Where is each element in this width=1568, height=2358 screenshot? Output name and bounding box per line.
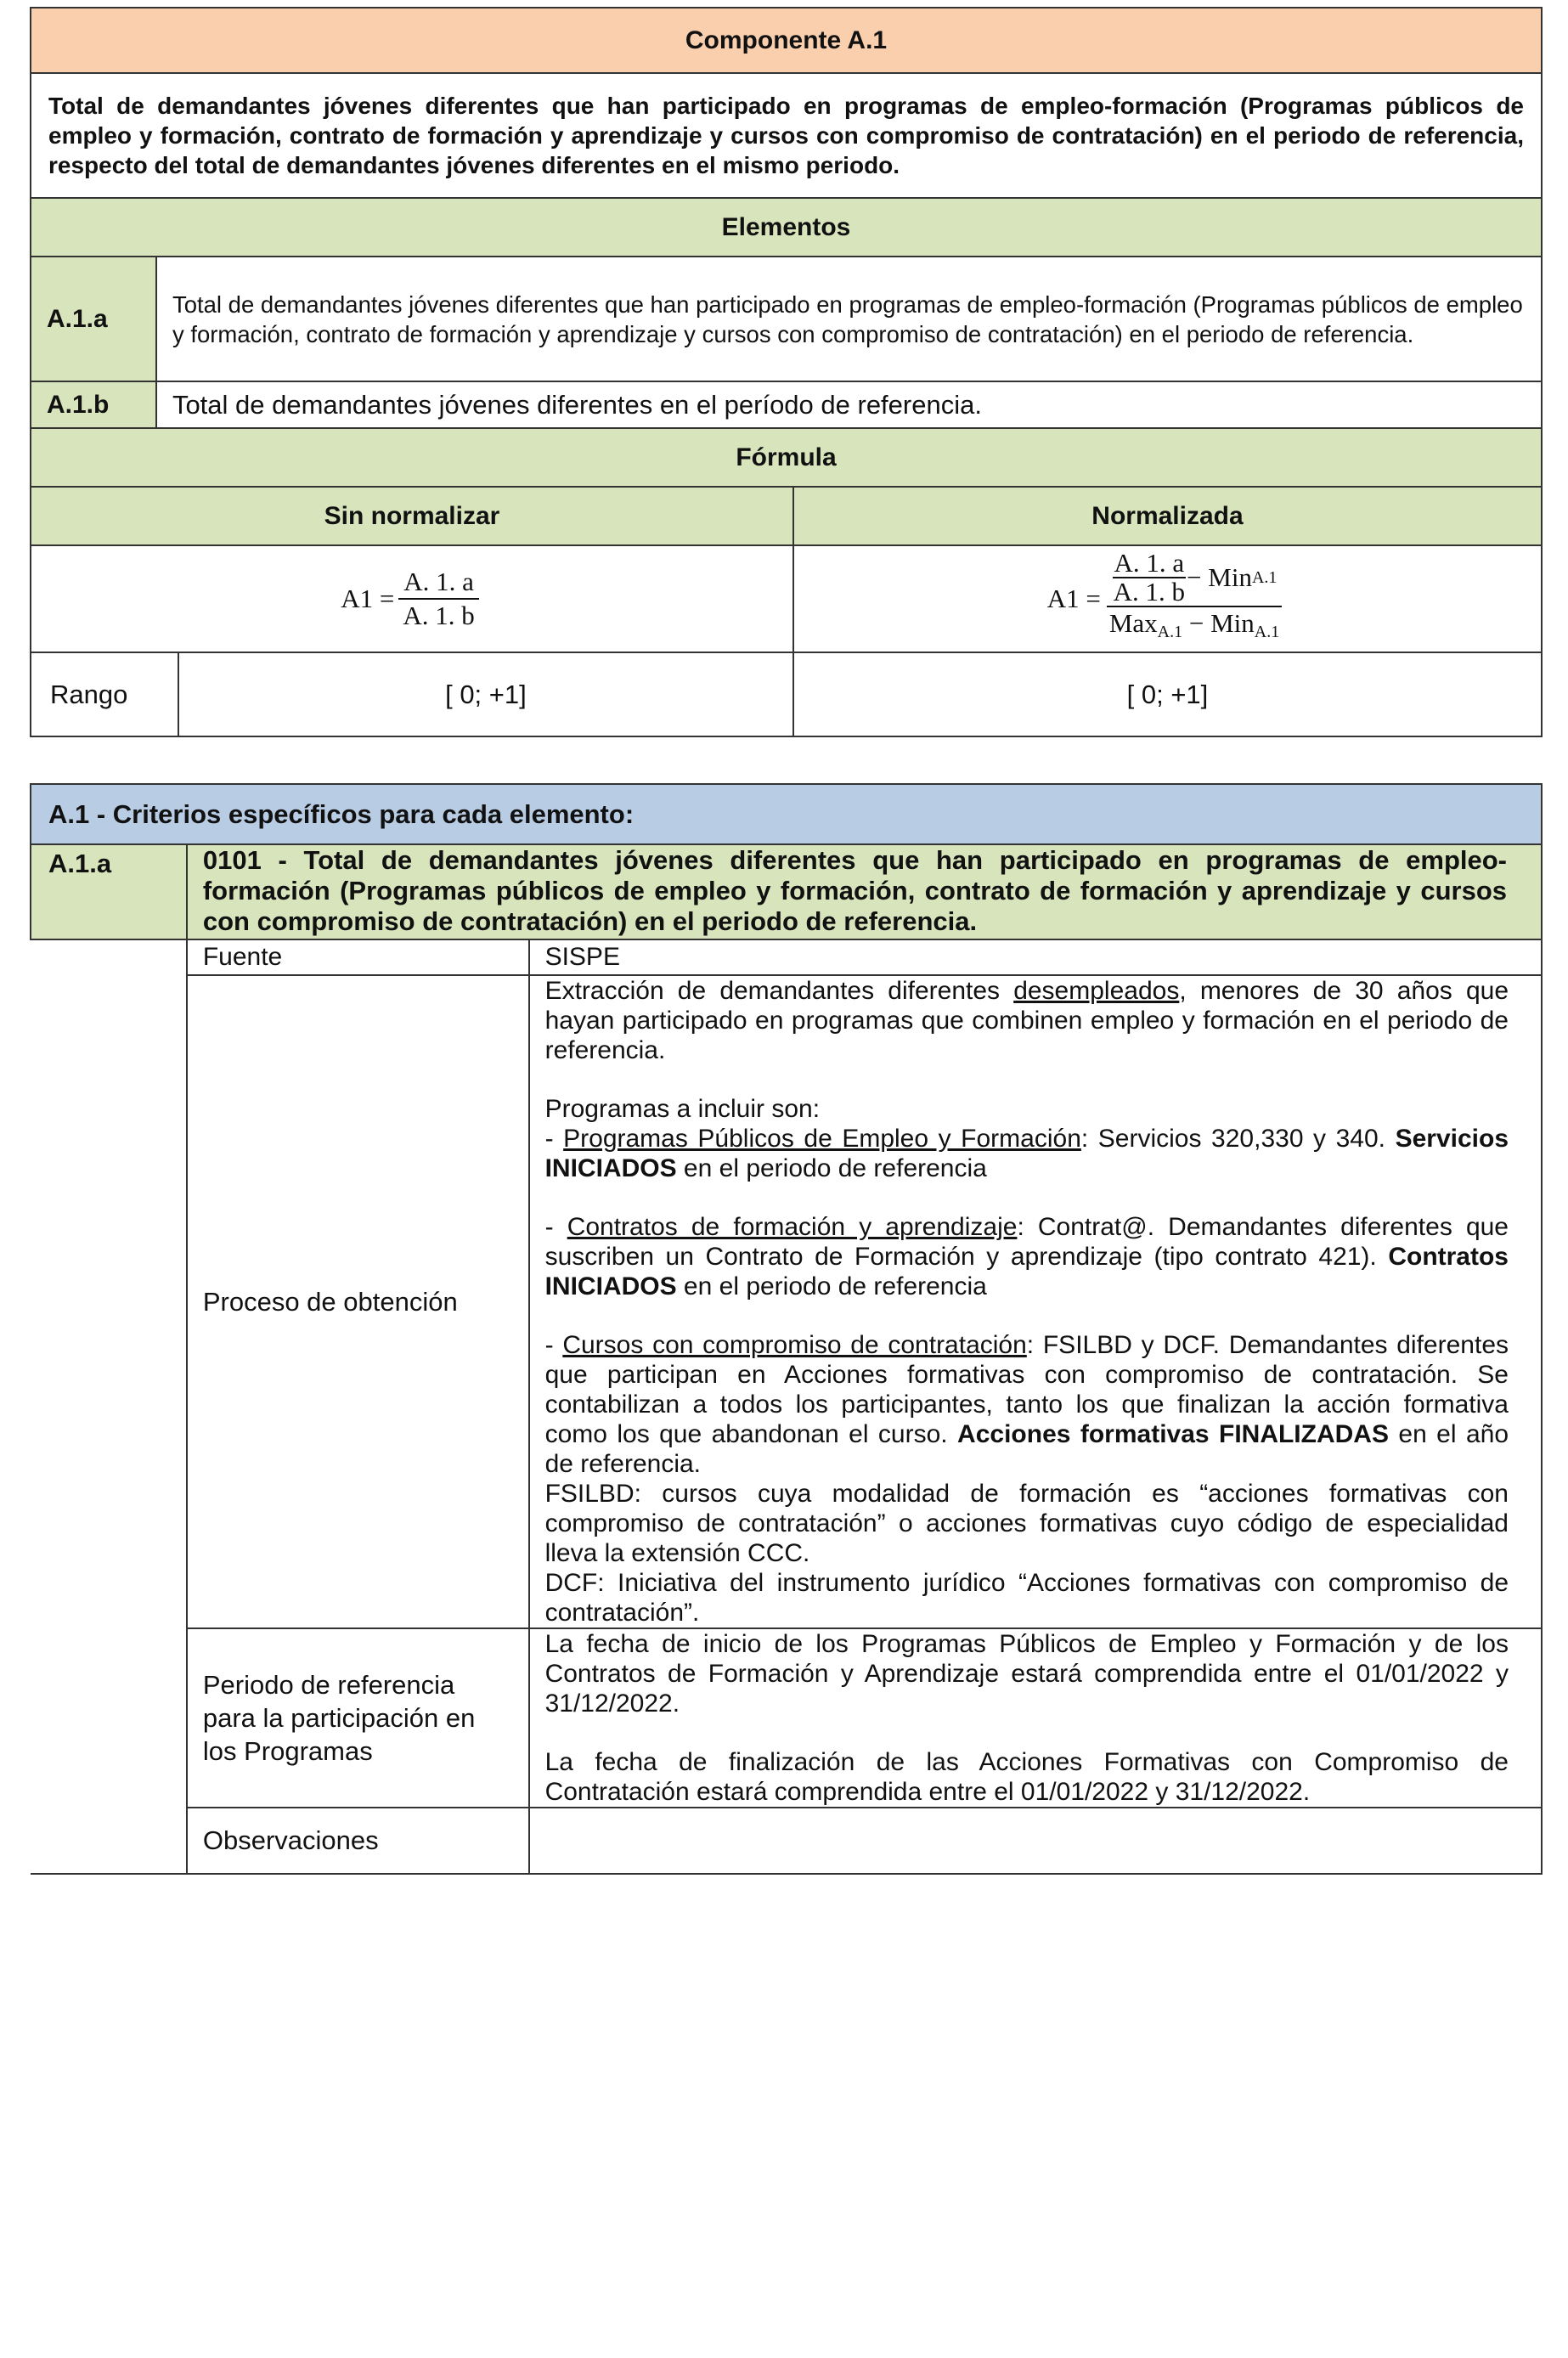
observaciones-value bbox=[529, 1808, 1542, 1874]
proceso-label: Proceso de obtención bbox=[187, 975, 529, 1628]
formula-den-min-subscript: A.1 bbox=[1254, 623, 1280, 641]
fuente-label: Fuente bbox=[187, 939, 529, 975]
normalizada-header: Normalizada bbox=[793, 487, 1542, 545]
fuente-value: SISPE bbox=[529, 939, 1542, 975]
criterio-indent-cell bbox=[31, 975, 187, 1628]
proceso-paragraph: - Contratos de formación y aprendizaje: Contrat@. Demandantes diferentes que suscriben un Contrato de Formación y aprendizaje (tipo contrato 421). Contratos INICIADOS en el periodo de referencia bbox=[544, 1213, 1509, 1300]
rango-label: Rango bbox=[31, 652, 178, 736]
periodo-paragraph: La fecha de inicio de los Programas Públicos de Empleo y Formación y de los Contratos de Formación y Aprendizaje estará comprendida entre el 01/01/2022 y 31/12/2022. bbox=[544, 1630, 1509, 1718]
componente-description: Total de demandantes jóvenes diferentes que han participado en programas de empleo-formación (Programas públicos de empleo y formación, contrato de formación y aprendizaje y cursos con compromiso de contratación) en el periodo de referencia, respecto del total de demandantes jóvenes diferentes en el mismo periodo. bbox=[31, 73, 1542, 198]
criterio-code: A.1.a bbox=[31, 844, 187, 939]
observaciones-label: Observaciones bbox=[187, 1808, 529, 1874]
proceso-paragraph: - Cursos con compromiso de contratación: FSILBD y DCF. Demandantes diferentes que participan en Acciones formativas con compromiso de contratación. Se contabilizan a todos los participantes, tanto los que finalizan la acción formativa como los que abandonan el curso. Acciones formativas FINALIZADAS en el año de referencia. bbox=[544, 1331, 1509, 1478]
elemento-row bbox=[31, 381, 1542, 428]
formula-header: Fórmula bbox=[31, 428, 1542, 487]
elemento-code: A.1.b bbox=[31, 381, 156, 428]
elemento-row bbox=[31, 257, 1542, 381]
proceso-paragraph: - Programas Públicos de Empleo y Formación: Servicios 320,330 y 340. Servicios INICIADOS en el periodo de referencia bbox=[544, 1125, 1509, 1182]
formula-minus-min: − Min bbox=[1187, 562, 1252, 592]
rango-normalizada: [ 0; +1] bbox=[793, 652, 1542, 736]
sin-normalizar-header: Sin normalizar bbox=[31, 487, 793, 545]
criterio-title: 0101 - Total de demandantes jóvenes diferentes que han participado en programas de empleo-formación (Programas públicos de empleo y formación, contrato de formación y aprendizaje y cursos con compromiso de contratación) en el periodo de referencia. bbox=[187, 844, 1542, 939]
elemento-text: Total de demandantes jóvenes diferentes en el período de referencia. bbox=[156, 381, 1542, 428]
formula-lhs: A1 = bbox=[341, 584, 395, 613]
formula-numerator: A. 1. a bbox=[398, 566, 479, 600]
formula-max: Max bbox=[1108, 608, 1158, 638]
componente-title: Componente A.1 bbox=[31, 8, 1542, 73]
proceso-paragraph: DCF: Iniciativa del instrumento jurídico “Acciones formativas con compromiso de contratación”. bbox=[544, 1569, 1509, 1627]
formula-inner-numerator: A. 1. a bbox=[1114, 548, 1185, 578]
criterio-indent-cell bbox=[31, 1628, 187, 1808]
rango-sin-normalizar: [ 0; +1] bbox=[178, 652, 793, 736]
formula-den-minus-min: − Min bbox=[1182, 608, 1255, 638]
formula-denominator: A. 1. b bbox=[403, 601, 475, 630]
elemento-code: A.1.a bbox=[31, 257, 156, 381]
proceso-text bbox=[529, 975, 1542, 1628]
formula-max-subscript: A.1 bbox=[1157, 623, 1183, 641]
formula-min-subscript: A.1 bbox=[1251, 568, 1278, 587]
proceso-paragraph: FSILBD: cursos cuya modalidad de formación es “acciones formativas con compromiso de contratación” o acciones formativas cuyo código de especialidad lleva la extensión CCC. bbox=[544, 1480, 1509, 1567]
elemento-text: Total de demandantes jóvenes diferentes que han participado en programas de empleo-formación (Programas públicos de empleo y formación, contrato de formación y aprendizaje y cursos con compromiso de contratación) en el periodo de referencia. bbox=[156, 257, 1542, 381]
formula-lhs: A1 = bbox=[1046, 584, 1101, 613]
formula-sin-normalizar bbox=[31, 545, 793, 652]
elementos-header: Elementos bbox=[31, 198, 1542, 257]
periodo-label: Periodo de referencia para la participación en los Programas bbox=[187, 1628, 529, 1808]
criterios-table bbox=[30, 783, 1543, 1875]
criterio-indent-cell bbox=[31, 1808, 187, 1874]
proceso-paragraph: Extracción de demandantes diferentes desempleados, menores de 30 años que hayan participado en programas que combinen empleo y formación en el periodo de referencia. bbox=[544, 977, 1509, 1064]
proceso-paragraph: Programas a incluir son: bbox=[544, 1095, 821, 1123]
componente-table bbox=[30, 7, 1543, 737]
periodo-paragraph: La fecha de finalización de las Acciones Formativas con Compromiso de Contratación estará comprendida entre el 01/01/2022 y 31/12/2022. bbox=[544, 1748, 1509, 1806]
formula-normalizada bbox=[793, 545, 1542, 652]
criterio-indent-cell bbox=[31, 939, 187, 975]
periodo-text bbox=[529, 1628, 1542, 1808]
formula-inner-denominator: A. 1. b bbox=[1113, 577, 1186, 606]
criterios-header: A.1 - Criterios específicos para cada elemento: bbox=[31, 784, 1542, 844]
